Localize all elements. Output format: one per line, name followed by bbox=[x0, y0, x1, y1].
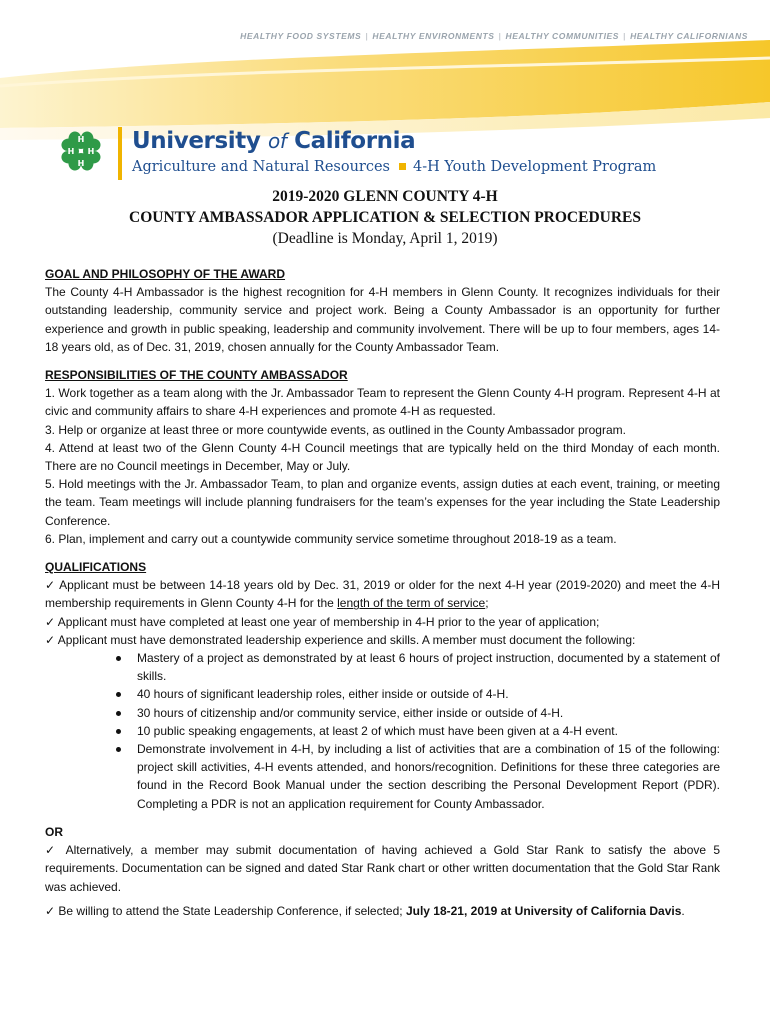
deadline: (Deadline is Monday, April 1, 2019) bbox=[272, 230, 498, 247]
division-name: Agriculture and Natural Resources bbox=[132, 159, 390, 175]
program-name: 4-H Youth Development Program bbox=[412, 159, 657, 175]
qualification-item: ✓ Applicant must have completed at least one year of membership in 4-H prior to the year of application; bbox=[45, 614, 600, 629]
tagline-item: HEALTHY COMMUNITIES bbox=[505, 31, 620, 41]
responsibility-item: 3. Help or organize at least three or more countywide events, as outlined in the County Ambassador program. bbox=[45, 422, 626, 437]
responsibility-item: 6. Plan, implement and carry out a countywide community service sometime throughout 2018-19 as a team. bbox=[45, 531, 617, 546]
svg-text:H: H bbox=[67, 147, 75, 156]
qualification-text: ✓ Applicant must be between 14-18 years old by Dec. 31, 2019 or older for the next 4-H year (2019-2020) and meet the 4-H membership requirements in Glenn County 4-H for the bbox=[45, 578, 720, 611]
responsibility-item: 1. Work together as a team along with the Jr. Ambassador Team to represent the Glenn County 4-H program. Represent 4-H at civic and community affairs to share 4-H experiences and promote 4-H as requested. bbox=[45, 386, 720, 419]
term-of-service-text: length of the term of service bbox=[337, 596, 486, 611]
tagline-separator: | bbox=[623, 31, 627, 41]
qualification-item bbox=[45, 576, 720, 612]
bullet-square-icon bbox=[399, 163, 406, 170]
tagline-separator: | bbox=[365, 31, 369, 41]
qualifications-heading: QUALIFICATIONS bbox=[45, 560, 147, 575]
tagline-item: HEALTHY ENVIRONMENTS bbox=[372, 31, 495, 41]
responsibility-item: 5. Hold meetings with the Jr. Ambassador Team, to plan and organize events, assign duties at each event, training, or meeting the team. Team meetings will include planning fundraisers for the team’s expenses for the year including the State Leadership Conference. bbox=[45, 477, 720, 528]
responsibility-item: 4. Attend at least two of the Glenn County 4-H Council meetings that are typically held on the third Monday of each month. There are no Council meetings in December, May or July. bbox=[45, 440, 720, 474]
qualification-text: ; bbox=[485, 596, 489, 611]
document-title-line1: 2019-2020 GLENN COUNTY 4-H bbox=[272, 188, 498, 205]
university-name-of: of bbox=[268, 129, 287, 153]
svg-text:H: H bbox=[77, 135, 85, 144]
list-item: 40 hours of significant leadership roles, either inside or outside of 4-H. bbox=[137, 685, 720, 703]
qualification-item: ✓ Applicant must have demonstrated leadership experience and skills. A member must document the following: bbox=[45, 632, 636, 647]
or-label: OR bbox=[45, 824, 63, 839]
svg-text:H: H bbox=[87, 147, 95, 156]
division-line bbox=[132, 159, 656, 175]
conference-dates: July 18-21, 2019 at University of California Davis bbox=[405, 903, 682, 918]
alternative-item: ✓ Alternatively, a member may submit documentation of having achieved a Gold Star Rank to satisfy the above 5 requirements. Documentation can be signed and dated Star Rank chart or other written documentation that the Gold Star Rank was achieved. bbox=[45, 843, 720, 894]
responsibilities-heading: RESPONSIBILITIES OF THE COUNTY AMBASSADOR bbox=[45, 368, 348, 383]
goal-heading: GOAL AND PHILOSOPHY OF THE AWARD bbox=[45, 267, 286, 281]
university-name bbox=[132, 128, 415, 154]
tagline-separator: | bbox=[498, 31, 502, 41]
list-item: 30 hours of citizenship and/or community service, either inside or outside of 4-H. bbox=[137, 704, 720, 722]
list-item: Demonstrate involvement in 4-H, by including a list of activities that are a combination of 15 of the following: project skill activities, 4-H events attended, and honors/recognition. Definitions for these three categories are found in the Record Book Manual under the section describing the Personal Development Report (PDR). Completing a PDR is not an application requirement for County Ambassador. bbox=[137, 740, 720, 813]
list-item: 10 public speaking engagements, at least 2 of which must have been given at a 4-H event. bbox=[137, 722, 720, 740]
conference-item bbox=[45, 902, 720, 920]
svg-text:H: H bbox=[77, 159, 85, 168]
goal-paragraph: The County 4-H Ambassador is the highest recognition for 4-H members in Glenn County. It recognizes individuals for their outstanding leadership, community service and project work. Being a County Ambassador is an opportunity for further experience and growth in public speaking, leadership and community involvement. There will be up to four members, ages 14-18 years old, as of Dec. 31, 2019, chosen annually for the County Ambassador Team. bbox=[45, 285, 720, 354]
document-body bbox=[45, 265, 720, 920]
conference-text: . bbox=[681, 903, 685, 918]
4h-clover-icon bbox=[56, 126, 106, 176]
document-title-line2: COUNTY AMBASSADOR APPLICATION & SELECTION PROCEDURES bbox=[129, 209, 641, 226]
tagline-item: HEALTHY FOOD SYSTEMS bbox=[240, 31, 362, 41]
university-name-part: University bbox=[132, 128, 269, 154]
logo-divider bbox=[118, 127, 122, 180]
university-name-part: California bbox=[286, 128, 416, 154]
tagline-item: HEALTHY CALIFORNIANS bbox=[630, 31, 748, 41]
documentation-list bbox=[45, 649, 720, 813]
conference-text: ✓ Be willing to attend the State Leadership Conference, if selected; bbox=[45, 903, 406, 918]
list-item: Mastery of a project as demonstrated by at least 6 hours of project instruction, documented by a statement of skills. bbox=[137, 649, 720, 685]
